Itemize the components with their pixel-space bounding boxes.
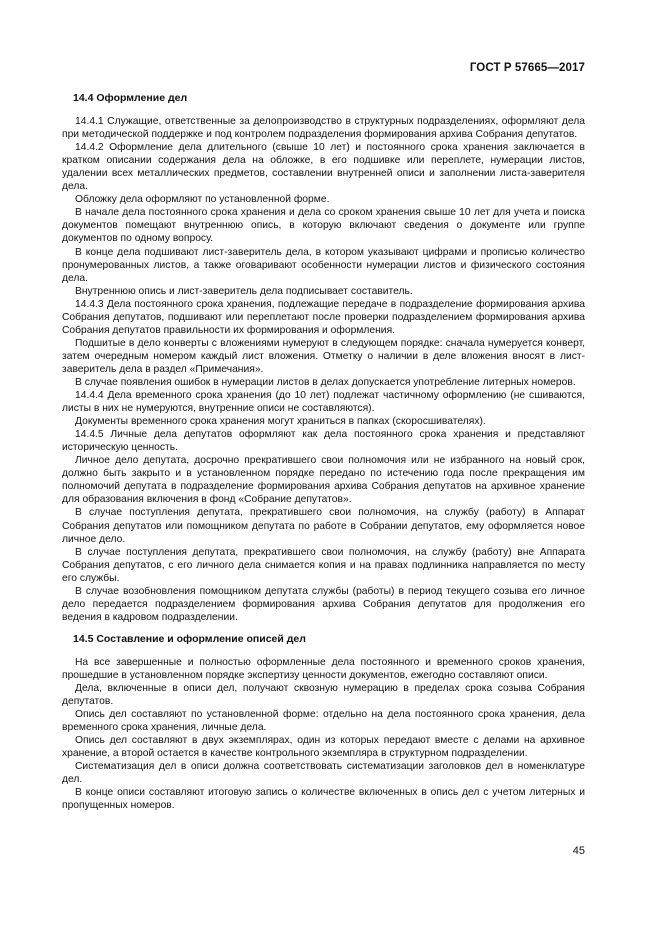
paragraph: Опись дел составляют в двух экземплярах, один из которых передают вместе с делами на архивное хранение, а второй остается в качестве контрольного экземпляра в структурном подразделении. <box>62 735 585 760</box>
paragraph: 14.4.2 Оформление дела длительного (свыше 10 лет) и постоянного срока хранения заключается в кратком описании содержания дела на обложке, в его подшивке или переплете, нумерации листов, удалении всех металлических предметов, составлении внутренней описи и заполнении листа-заверителя дела. <box>62 142 585 193</box>
standard-header: ГОСТ Р 57665—2017 <box>469 62 585 74</box>
paragraph: Обложку дела оформляют по установленной форме. <box>75 194 330 206</box>
paragraph: Внутреннюю опись и лист-заверитель дела подписывает составитель. <box>75 285 413 297</box>
paragraph: Личное дело депутата, досрочно прекратившего свои полномочия или не избранного на новый срок, должно быть закрыто и в установленном порядке передано по истечению года после прекращения им полномочий депутата в подразделение формирования архива Собрания депутатов на архивное хранение для образования включения в фонд «Собрание депутатов». <box>62 455 585 506</box>
paragraph: В случае появления ошибок в нумерации листов в делах допускается употребление литерных номеров. <box>75 376 576 388</box>
paragraph: В случае возобновления помощником депутата службы (работы) в период текущего созыва его личное дело передается подразделением формирования архива Собрания депутатов для продолжения его ведения в кадровом подразделении. <box>62 585 585 623</box>
paragraph: Подшитые в дело конверты с вложениями нумеруют в следующем порядке: сначала нумеруется конверт, затем очередным номером каждый лист вложения. Отметку о наличии в деле вложения вносят в лист-заверитель дела в раздел «Примечания». <box>62 337 585 375</box>
paragraph: Систематизация дел в описи должна соответствовать систематизации заголовков дел в номенклатуре дел. <box>62 761 585 786</box>
document-body <box>62 92 585 812</box>
section-title: 14.4 Оформление дел <box>73 92 188 104</box>
paragraph: В случае поступления депутата, прекратившего свои полномочия, на службу (работу) в Аппарат Собрания депутатов или помощником депутата по работе в Собрании депутатов, ему оформляется новое личное дело. <box>62 507 585 545</box>
paragraph: В начале дела постоянного срока хранения и дела со сроком хранения свыше 10 лет для учета и поиска документов помещают внутреннюю опись, в которую включают сведения о документе или группе документов по одному вопросу. <box>62 207 585 245</box>
paragraph: Дела, включенные в описи дел, получают сквозную нумерацию в пределах срока созыва Собрания депутатов. <box>62 683 585 708</box>
paragraph: На все завершенные и полностью оформленные дела постоянного и временного сроков хранения, прошедшие в установленном порядке экспертизу ценности документов, ежегодно составляют описи. <box>62 656 585 681</box>
paragraph: Документы временного срока хранения могут храниться в папках (скоросшивателях). <box>75 416 486 428</box>
paragraph: 14.4.1 Служащие, ответственные за делопроизводство в структурных подразделениях, оформляют дела при методической поддержке и под контролем подразделения формирования архива Собрания депутатов. <box>62 116 585 141</box>
section-title: 14.5 Составление и оформление описей дел <box>73 632 306 645</box>
paragraph: В конце дела подшивают лист-заверитель дела, в котором указывают цифрами и прописью количество пронумерованных листов, а также оговаривают особенности нумерации листов и физического состояния дела. <box>62 246 585 284</box>
paragraph: 14.4.3 Дела постоянного срока хранения, подлежащие передаче в подразделение формирования архива Собрания депутатов, подшивают или переплетают после проверки подразделением формирования архива Собрания депутатов правильности их формирования и оформления. <box>62 298 585 336</box>
paragraph: 14.4.5 Личные дела депутатов оформляют как дела постоянного срока хранения и представляют историческую ценность. <box>62 429 585 454</box>
paragraph: Опись дел составляют по установленной форме: отдельно на дела постоянного срока хранения, дела временного срока хранения, личные дела. <box>62 709 585 734</box>
page-number: 45 <box>572 845 585 857</box>
paragraph: 14.4.4 Дела временного срока хранения (до 10 лет) подлежат частичному оформлению (не сшиваются, листы в них не нумеруются, внутренние описи не составляются). <box>62 390 585 415</box>
paragraph: В случае поступления депутата, прекратившего свои полномочия, на службу (работу) вне Аппарата Собрания депутатов, с его личного дела снимается копия и на правах подлинника направляется по месту его службы. <box>62 546 585 584</box>
paragraph: В конце описи составляют итоговую запись о количестве включенных в опись дел с учетом литерных и пропущенных номеров. <box>62 787 585 812</box>
